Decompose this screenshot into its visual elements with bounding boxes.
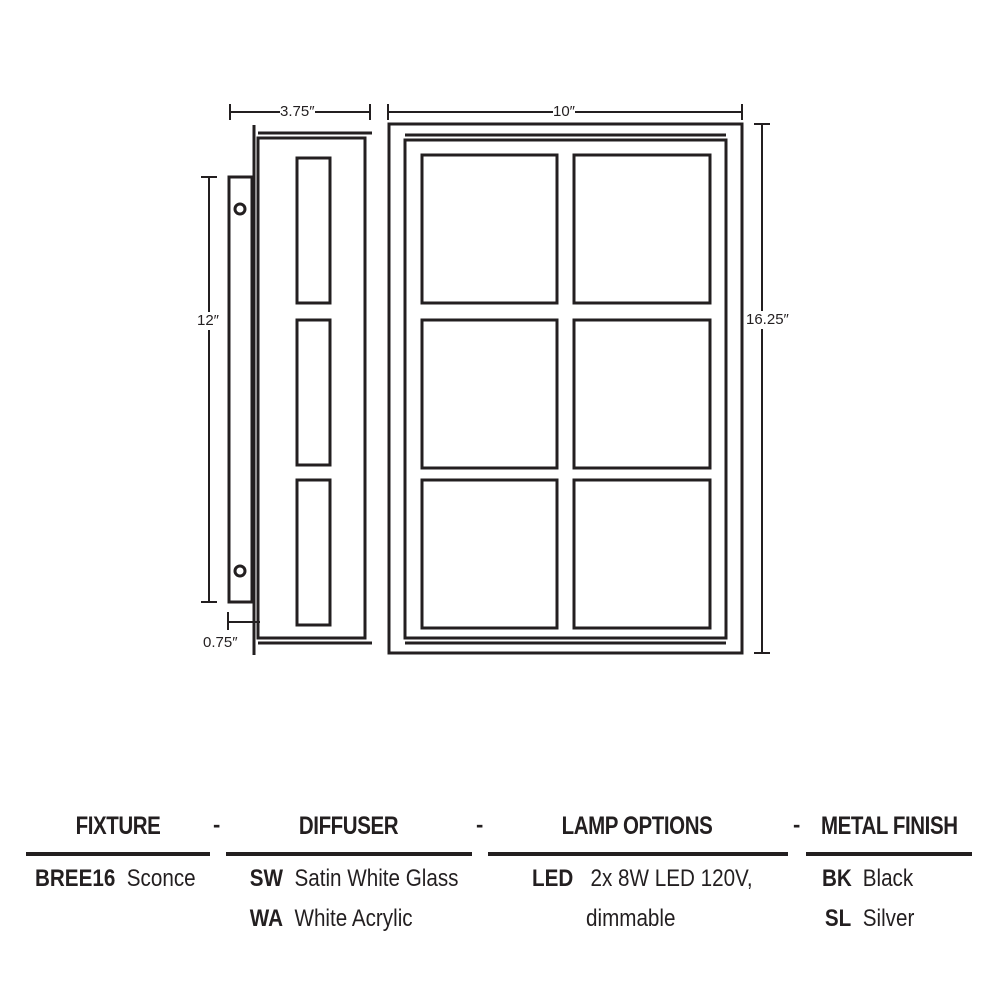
pane-6 (574, 480, 710, 628)
lamp-desc-led: 2x 8W LED 120V, (590, 865, 753, 892)
side-window-middle (297, 320, 330, 465)
lamp-desc-led-2: dimmable (586, 905, 676, 932)
diffuser-desc-sw: Satin White Glass (294, 865, 459, 892)
side-window-top (297, 158, 330, 303)
metal-finish-rule (806, 852, 972, 856)
fixture-code: BREE16 (35, 865, 116, 892)
lamp-option-led-line2 (586, 904, 675, 934)
lamp-code-led: LED (532, 865, 574, 892)
pane-3 (422, 320, 557, 468)
lamp-option-led (532, 864, 753, 894)
diffuser-option-wa (240, 904, 413, 934)
front-width-label: 10″ (553, 103, 575, 120)
side-view (229, 125, 372, 655)
backplate-height-dimension-line (201, 177, 217, 602)
front-frame-inner (405, 140, 726, 638)
pane-5 (422, 480, 557, 628)
pane-1 (422, 155, 557, 303)
backplate-height-label: 12″ (197, 312, 219, 329)
side-width-label: 3.75″ (280, 103, 315, 120)
finish-option-sl (822, 904, 914, 934)
separator-1: - (213, 812, 221, 837)
pane-2 (574, 155, 710, 303)
finish-desc-bk: Black (862, 865, 914, 892)
fixture-rule (26, 852, 210, 856)
diffuser-desc-wa: White Acrylic (294, 905, 413, 932)
depth-label: 0.75″ (203, 634, 238, 651)
mounting-hole-bottom (235, 566, 245, 576)
side-body (258, 138, 365, 638)
pane-4 (574, 320, 710, 468)
wall-backplate (229, 177, 252, 602)
finish-desc-sl: Silver (862, 905, 915, 932)
finish-code-bk: BK (822, 865, 852, 892)
diffuser-code-sw: SW (249, 865, 283, 892)
fixture-desc: Sconce (126, 865, 196, 892)
diffuser-rule (226, 852, 472, 856)
diffuser-header: DIFFUSER (298, 812, 399, 840)
fixture-header: FIXTURE (75, 812, 161, 840)
overall-height-label: 16.25″ (746, 311, 789, 328)
fixture-option (35, 864, 196, 894)
separator-2: - (476, 812, 484, 837)
lamp-options-header: LAMP OPTIONS (561, 812, 713, 840)
front-view (389, 124, 742, 653)
mounting-hole-top (235, 204, 245, 214)
metal-finish-header: METAL FINISH (820, 812, 958, 840)
separator-3: - (793, 812, 801, 837)
side-window-bottom (297, 480, 330, 625)
diffuser-code-wa: WA (249, 905, 283, 932)
finish-option-bk (822, 864, 913, 894)
front-frame-outer (389, 124, 742, 653)
overall-height-dimension-line (754, 124, 770, 653)
finish-code-sl: SL (824, 905, 852, 932)
diffuser-option-sw (240, 864, 459, 894)
lamp-options-rule (488, 852, 788, 856)
